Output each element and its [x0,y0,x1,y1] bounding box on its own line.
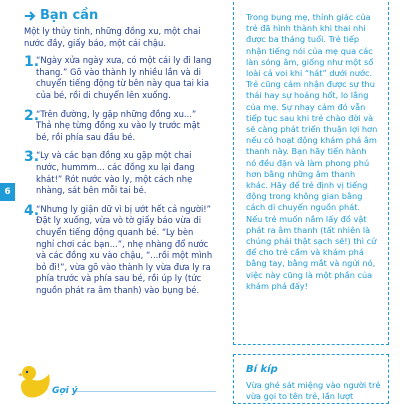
left-column [24,8,214,303]
section-heading [24,8,214,24]
step-item [24,55,214,101]
materials-list: Một ly thủy tinh, những đồng xu, một chai nước đầy, giấy báo, một cái chậu. [24,26,201,48]
tip-box-title: Bí kíp [246,364,278,375]
step-text: “Ngày xửa ngày xưa, có một cái ly đi lang thang.” Gõ vào thành ly nhiều lần và di chuyển tiếng động từ bên này qua tai kia của bé, rồi di chuyển lên xuống. [36,55,212,100]
divider [76,391,216,392]
step-item [24,150,214,196]
arrow-right-icon [24,10,36,22]
step-text: “Ly và các bạn đồng xu gặp một chai nước, hummm... các đồng xu lại đang khát!” Rót nước vào ly, một cách nhẹ nhàng, sát bên mỗi tai bé. [36,150,195,196]
page-number-tab: 6 [0,183,15,201]
step-number: 4. [24,202,40,219]
step-number: 3. [24,149,40,166]
step-text: “Trên đường, ly gặp những đồng xu...” Thả nhẹ từng đồng xu vào ly trước mặt bé, rồi phía sau đầu bé. [36,108,200,142]
step-text: “Nhưng ly giận dữ vì bị ướt hết cả người!” Đặt ly xuống, vừa vò tờ giấy báo vừa di chuyển tiếng động quanh bé. “Ly bèn nghỉ chơi các bạn...”, nhẹ nhàng đổ nước và các đồng xu vào chậu, “...rồi một mình bỏ đi!”, vừa gõ vào thành ly vừa đưa ly ra phía trước và phía sau bé, rồi úp ly (tức nguồn phát ra âm thanh) vào bụng bé. [36,203,213,295]
rubber-duck-icon [18,364,52,400]
info-text: Trong bụng mẹ, thính giác của trẻ đã hình thành khi thai nhi được ba tháng tuổi. Trẻ tiếp nhận tiếng nói của mẹ qua các làn sóng âm, giống như một sổ loài cá voi khi “hát” dưới nước. Trẻ cũng cảm nhận được sự thu thái hay sự hoảng hốt, lo lắng của mẹ. Sự nhạy cảm đó vẫn tiếp tục sau khi trẻ chào đời và sẽ càng phát triển thuận lợi hơn nếu có hoạt động khám phá âm thanh này. Bạn hãy tiến hành nó đều đặn và làm phong phú hơn bằng những âm thanh khác. Hãy để trẻ định vị tiếng động trong không gian bằng cách di chuyển nguồn phát. Nếu trẻ muốn nắm lấy đồ vật phát ra âm thanh (tất nhiên là chúng phải thật sạch sẽ!) thì cứ để cho trẻ cầm và khám phá bằng tay, bằng mắt và ngửi nó, việc này cũng là một phần của khám phá đấy! [246,12,378,291]
step-number: 2. [24,107,40,124]
section-heading-label: Bạn cần [40,8,99,23]
step-item [24,109,214,144]
tip-box-text: Vừa ghé sát miệng vào người trẻ vừa gọi to tên trẻ, lần lượt [246,380,381,402]
step-number: 1. [24,54,40,71]
tip-label: Gợi ý [52,386,78,396]
step-item [24,204,214,297]
